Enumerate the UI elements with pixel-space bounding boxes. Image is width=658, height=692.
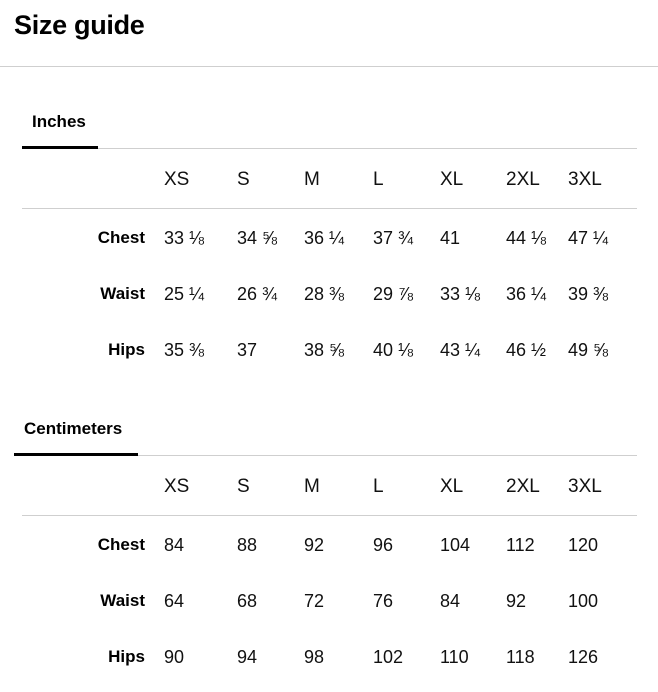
size-value: 44 ⅛ bbox=[506, 228, 547, 248]
size-value: 126 bbox=[568, 647, 599, 667]
tab-centimeters[interactable]: Centimeters bbox=[24, 419, 123, 438]
size-value: 100 bbox=[568, 591, 599, 611]
size-value: 38 ⅝ bbox=[304, 340, 345, 360]
page-title: Size guide bbox=[14, 10, 145, 40]
size-value: 43 ¼ bbox=[440, 340, 481, 360]
size-value: 34 ⅝ bbox=[237, 228, 278, 248]
size-value: 94 bbox=[237, 647, 258, 667]
size-value: 41 bbox=[440, 228, 461, 248]
size-header: S bbox=[237, 169, 250, 190]
size-value: 47 ¼ bbox=[568, 228, 609, 248]
size-header: XS bbox=[164, 476, 190, 497]
size-header: M bbox=[304, 476, 320, 497]
tab-inches-underline bbox=[22, 146, 98, 149]
size-value: 88 bbox=[237, 535, 258, 555]
size-header: XL bbox=[440, 476, 464, 497]
size-value: 90 bbox=[164, 647, 185, 667]
size-value: 26 ¾ bbox=[237, 284, 278, 304]
size-value: 112 bbox=[506, 535, 535, 555]
size-header: XL bbox=[440, 169, 464, 190]
size-value: 64 bbox=[164, 591, 185, 611]
size-value: 76 bbox=[373, 591, 394, 611]
size-value: 28 ⅜ bbox=[304, 284, 345, 304]
size-value: 84 bbox=[440, 591, 461, 611]
size-header: 2XL bbox=[506, 476, 540, 497]
size-value: 39 ⅜ bbox=[568, 284, 609, 304]
size-value: 96 bbox=[373, 535, 394, 555]
size-value: 118 bbox=[506, 647, 535, 667]
size-header: 3XL bbox=[568, 169, 602, 190]
size-value: 29 ⅞ bbox=[373, 284, 414, 304]
size-value: 36 ¼ bbox=[304, 228, 345, 248]
tab-rule bbox=[98, 148, 637, 149]
size-value: 84 bbox=[164, 535, 185, 555]
row-label: Waist bbox=[100, 591, 145, 610]
size-value: 104 bbox=[440, 535, 471, 555]
size-header: XS bbox=[164, 169, 190, 190]
header-rule bbox=[22, 515, 637, 516]
size-value: 72 bbox=[304, 591, 325, 611]
row-label: Hips bbox=[108, 340, 145, 359]
tab-inches[interactable]: Inches bbox=[32, 112, 86, 131]
header-divider bbox=[0, 66, 658, 67]
header-rule bbox=[22, 208, 637, 209]
size-value: 25 ¼ bbox=[164, 284, 205, 304]
size-header: L bbox=[373, 169, 384, 190]
size-value: 40 ⅛ bbox=[373, 340, 414, 360]
size-value: 46 ½ bbox=[506, 340, 547, 360]
size-value: 37 bbox=[237, 340, 258, 360]
size-value: 68 bbox=[237, 591, 258, 611]
row-label: Chest bbox=[97, 535, 145, 554]
size-value: 49 ⅝ bbox=[568, 340, 609, 360]
size-value: 37 ¾ bbox=[373, 228, 414, 248]
size-value: 92 bbox=[506, 591, 527, 611]
size-value: 36 ¼ bbox=[506, 284, 547, 304]
size-value: 35 ⅜ bbox=[164, 340, 205, 360]
row-label: Hips bbox=[108, 647, 145, 666]
size-value: 33 ⅛ bbox=[164, 228, 205, 248]
size-header: 3XL bbox=[568, 476, 602, 497]
tab-rule bbox=[138, 455, 637, 456]
size-value: 102 bbox=[373, 647, 404, 667]
tab-centimeters-underline bbox=[14, 453, 138, 456]
size-header: M bbox=[304, 169, 320, 190]
size-value: 98 bbox=[304, 647, 325, 667]
size-header: L bbox=[373, 476, 384, 497]
size-header: 2XL bbox=[506, 169, 540, 190]
size-value: 92 bbox=[304, 535, 325, 555]
row-label: Waist bbox=[100, 284, 145, 303]
size-header: S bbox=[237, 476, 250, 497]
size-value: 33 ⅛ bbox=[440, 284, 481, 304]
size-value: 120 bbox=[568, 535, 599, 555]
row-label: Chest bbox=[97, 228, 145, 247]
size-value: 110 bbox=[440, 647, 469, 667]
